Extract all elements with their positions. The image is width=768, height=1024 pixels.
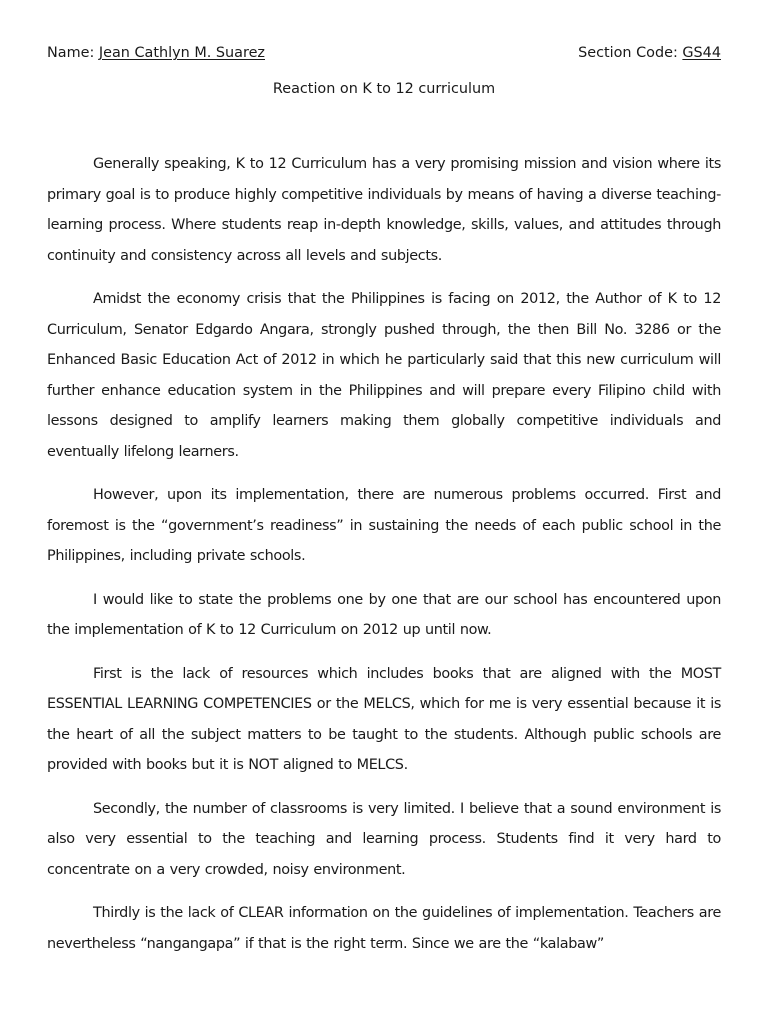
header-row [47, 45, 721, 65]
paragraph: Secondly, the number of classrooms is very limited. I believe that a sound environment is also very essential to the teaching and learning process. Students find it very hard to concentrate on a very crowded, noisy environment. [47, 800, 721, 878]
paragraph: Thirdly is the lack of CLEAR information on the guidelines of implementation. Teachers are nevertheless “nangangapa” if that is the right term. Since we are the “kalabaw” [47, 905, 721, 952]
paragraph: Amidst the economy crisis that the Philippines is facing on 2012, the Author of K to 12 Curriculum, Senator Edgardo Angara, strongly pushed through, the then Bill No. 3286 or the Enhanced Basic Education Act of 2012 in which he particularly said that this new curriculum will further enhance education system in the Philippines and will prepare every Filipino child with lessons designed to amplify learners making them globally competitive individuals and eventually lifelong learners. [47, 291, 721, 460]
section-code-value: GS44 [682, 45, 721, 61]
name-field [47, 45, 265, 61]
paragraph: I would like to state the problems one by one that are our school has encountered upon the implementation of K to 12 Curriculum on 2012 up until now. [47, 591, 721, 638]
name-value: Jean Cathlyn M. Suarez [98, 45, 265, 61]
document-title: Reaction on K to 12 curriculum [272, 81, 496, 97]
name-label: Name: [47, 45, 95, 61]
paragraph: However, upon its implementation, there are numerous problems occurred. First and foremost is the “government’s readiness” in sustaining the needs of each public school in the Philippines, including private schools. [47, 487, 721, 564]
section-code-field [578, 45, 721, 61]
paragraph: Generally speaking, K to 12 Curriculum has a very promising mission and vision where its primary goal is to produce highly competitive individuals by means of having a diverse teaching-learning process. Where students reap in-depth knowledge, skills, values, and attitudes through continuity and consistency across all levels and subjects. [47, 156, 721, 264]
paragraph: First is the lack of resources which includes books that are aligned with the MOST ESSENTIAL LEARNING COMPETENCIES or the MELCS, which for me is very essential because it is the heart of all the subject matters to be taught to the students. Although public schools are provided with books but it is NOT aligned to MELCS. [47, 665, 721, 773]
body-text [47, 149, 721, 972]
section-code-label: Section Code: [578, 45, 678, 61]
